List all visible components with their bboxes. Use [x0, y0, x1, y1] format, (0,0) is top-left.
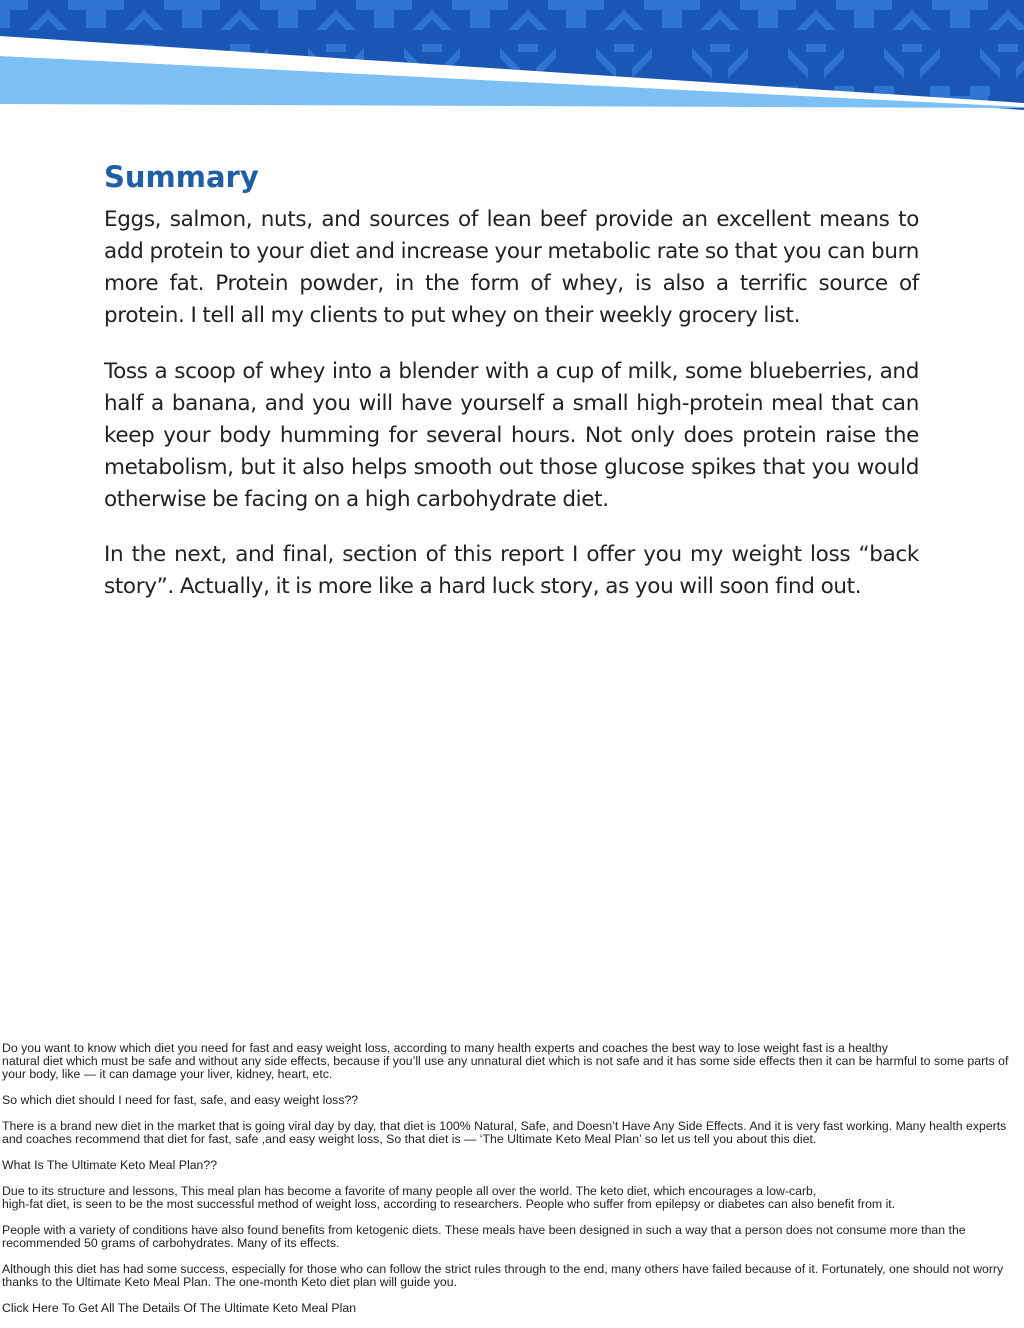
summary-paragraph-3: In the next, and final, section of this report I offer you my weight loss “back story”. Actually, it is more like a hard luck story, as you will soon find out. [104, 542, 919, 599]
footer-paragraph-structure [2, 1185, 1018, 1211]
footer-paragraph-intro-line-1: Do you want to know which diet you need for fast and easy weight loss, according to many health experts and coaches the best way to lose weight fast is a healthy [2, 1041, 888, 1055]
footer-paragraph-structure-line-1: Due to its structure and lessons, This meal plan has become a favorite of many people all over the world. The keto diet, which encourages a low-carb, [2, 1184, 817, 1198]
footer-paragraph-structure-line-2: high-fat diet, is seen to be the most successful method of weight loss, according to researchers. People who suffer from epilepsy or diabetes can also benefit from it. [2, 1197, 896, 1211]
footer-promo-text [2, 1042, 1018, 1328]
footer-paragraph-success: Although this diet has had some success, especially for those who can follow the strict rules through to the end, many others have failed because of it. Fortunately, one should not worry thanks to the Ultimate Keto Meal Plan. The one-month Keto diet plan will guide you. [2, 1262, 1004, 1289]
footer-link-paragraph [2, 1302, 1018, 1315]
summary-heading: Summary [104, 160, 259, 194]
footer-paragraph-intro [2, 1042, 1018, 1081]
footer-paragraph-new-diet: There is a brand new diet in the market that is going viral day by day, that diet is 100% Natural, Safe, and Doesn’t Have Any Side Effects. And it is very fast working. Many health experts and coaches recommend that diet for fast, safe ,and easy weight loss, So that diet is — ‘The Ultimate Keto Meal Plan’ so let us tell you about this diet. [2, 1119, 1007, 1146]
keto-meal-plan-link[interactable]: Click Here To Get All The Details Of The Ultimate Keto Meal Plan [2, 1301, 357, 1315]
footer-paragraph-conditions: People with a variety of conditions have also found benefits from ketogenic diets. These meals have been designed in such a way that a person does not consume more than the recommended 50 grams of carbohydrates. Many of its effects. [2, 1223, 966, 1250]
footer-paragraph-intro-line-2: natural diet which must be safe and without any side effects, because if you’ll use any unnatural diet which is not safe and it has some side effects then it can be harmful to some parts of your body, like — it can damage your liver, kidney, heart, etc. [2, 1054, 1009, 1081]
header-banner [0, 0, 1024, 112]
footer-question-1: So which diet should I need for fast, safe, and easy weight loss?? [2, 1093, 359, 1107]
footer-question-2: What Is The Ultimate Keto Meal Plan?? [2, 1158, 218, 1172]
summary-paragraph-2: Toss a scoop of whey into a blender with a cup of milk, some blueberries, and half a banana, and you will have yourself a small high-protein meal that can keep your body humming for several hours. Not only does protein raise the metabolism, but it also helps smooth out those glucose spikes that you would otherwise be facing on a high carbohydrate diet. [104, 359, 919, 512]
summary-paragraph-1: Eggs, salmon, nuts, and sources of lean beef provide an excellent means to add protein to your diet and increase your metabolic rate so that you can burn more fat. Protein powder, in the form of whey, is also a terrific source of protein. I tell all my clients to put whey on their weekly grocery list. [104, 207, 919, 328]
